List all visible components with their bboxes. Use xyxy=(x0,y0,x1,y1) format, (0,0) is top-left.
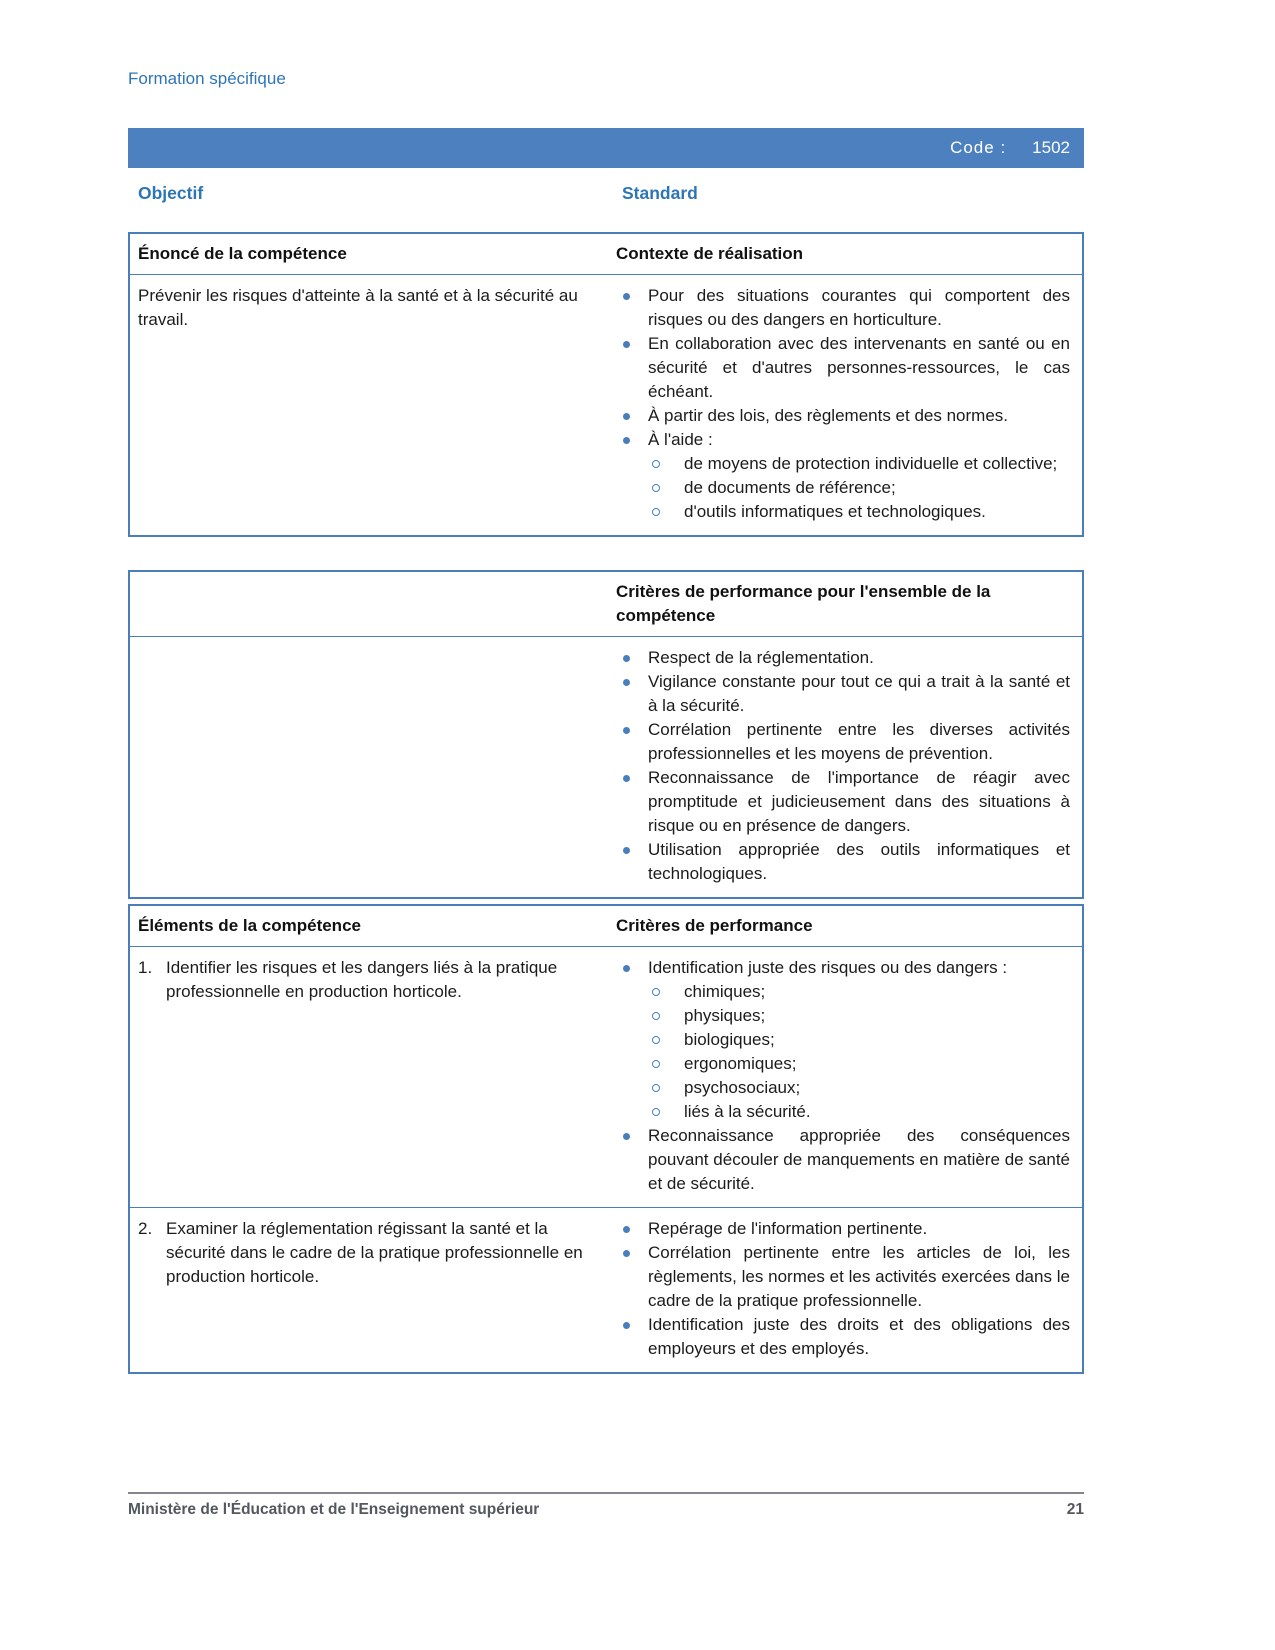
sub-bullet-text: de documents de référence; xyxy=(684,478,896,497)
sub-bullet-icon xyxy=(650,1052,684,1076)
table3-row-2 xyxy=(130,1207,1082,1372)
numbered-item xyxy=(138,956,600,1004)
bullet-item xyxy=(616,838,1070,886)
bullet-item xyxy=(616,284,1070,332)
bullet-item xyxy=(616,1241,1070,1313)
criteria-1-cell xyxy=(610,947,1082,1207)
bullet-item xyxy=(616,1313,1070,1361)
sub-bullet-text: psychosociaux; xyxy=(684,1078,801,1097)
table-elements-criteres xyxy=(128,904,1084,1374)
bullet-item xyxy=(616,956,1070,980)
code-label: Code : xyxy=(950,138,1007,157)
footer-ministry-text: Ministère de l'Éducation et de l'Enseignement supérieur xyxy=(128,1501,540,1518)
bullet-text: Respect de la réglementation. xyxy=(648,648,874,667)
bullet-icon xyxy=(616,284,648,332)
column-headings xyxy=(128,183,1084,204)
bullet-icon xyxy=(616,1313,648,1361)
objectif-heading: Objectif xyxy=(138,183,204,203)
bullet-item xyxy=(616,718,1070,766)
sub-bullet-item xyxy=(616,1100,1070,1124)
element-1-cell xyxy=(130,947,610,1207)
bullet-item xyxy=(616,404,1070,428)
bullet-icon xyxy=(616,670,648,718)
bullet-icon xyxy=(616,428,648,452)
table2-left-body-empty xyxy=(130,637,610,897)
sub-bullet-icon xyxy=(650,476,684,500)
bullet-item xyxy=(616,1217,1070,1241)
numbered-item xyxy=(138,1217,600,1289)
page-footer xyxy=(128,1492,1084,1519)
bullet-icon xyxy=(616,1217,648,1241)
bullet-item xyxy=(616,1124,1070,1196)
table1-right-body xyxy=(610,275,1082,535)
table1-left-body: Prévenir les risques d'atteinte à la santé et à la sécurité au travail. xyxy=(138,286,578,329)
item-number: 2. xyxy=(138,1219,153,1238)
bullet-text: Corrélation pertinente entre les articles de loi, les règlements, les normes et les activités exercées dans le cadre de la pratique professionnelle. xyxy=(648,1243,1070,1310)
standard-heading: Standard xyxy=(622,183,698,203)
sub-bullet-text: de moyens de protection individuelle et collective; xyxy=(684,454,1058,473)
sub-bullet-item xyxy=(616,1076,1070,1100)
item-text: Identifier les risques et les dangers liés à la pratique professionnelle en production horticole. xyxy=(166,958,558,1001)
table2-left-header-empty xyxy=(130,572,610,636)
bullet-text: Identification juste des droits et des obligations des employeurs et des employés. xyxy=(648,1315,1070,1358)
sub-bullet-icon xyxy=(650,1076,684,1100)
bullet-text: À partir des lois, des règlements et des normes. xyxy=(648,406,1008,425)
table1-body-row xyxy=(130,275,1082,535)
element-2-cell xyxy=(130,1208,610,1372)
bullet-icon xyxy=(616,332,648,404)
table-enonce-contexte xyxy=(128,232,1084,537)
sub-bullet-text: d'outils informatiques et technologiques. xyxy=(684,502,986,521)
table2-right-header: Critères de performance pour l'ensemble de la compétence xyxy=(616,582,991,625)
bullet-text: Corrélation pertinente entre les diverses activités professionnelles et les moyens de prévention. xyxy=(648,720,1070,763)
bullet-item xyxy=(616,332,1070,404)
bullet-text: Vigilance constante pour tout ce qui a trait à la santé et à la sécurité. xyxy=(648,672,1070,715)
sub-bullet-item xyxy=(616,1052,1070,1076)
table1-left-header: Énoncé de la compétence xyxy=(138,244,347,263)
bullet-icon xyxy=(616,956,648,980)
bullet-text: Pour des situations courantes qui comportent des risques ou des dangers en horticulture. xyxy=(648,286,1070,329)
bullet-text: Reconnaissance appropriée des conséquences pouvant découler de manquements en matière de santé et de sécurité. xyxy=(648,1126,1070,1193)
bullet-text: Utilisation appropriée des outils informatiques et technologiques. xyxy=(648,840,1070,883)
table3-header-row xyxy=(130,906,1082,947)
bullet-text: En collaboration avec des intervenants en santé ou en sécurité et d'autres personnes-ressources, le cas échéant. xyxy=(648,334,1070,401)
bullet-icon xyxy=(616,1241,648,1313)
table3-left-header: Éléments de la compétence xyxy=(138,916,361,935)
table2-right-body xyxy=(610,637,1082,897)
sub-bullet-item xyxy=(616,1028,1070,1052)
sub-bullet-icon xyxy=(650,500,684,524)
sub-bullet-icon xyxy=(650,1100,684,1124)
bullet-text: Identification juste des risques ou des dangers : xyxy=(648,958,1008,977)
sub-bullet-icon xyxy=(650,1004,684,1028)
code-value: 1502 xyxy=(1032,138,1070,157)
table2-header-row xyxy=(130,572,1082,637)
bullet-icon xyxy=(616,838,648,886)
sub-bullet-item xyxy=(616,452,1070,476)
bullet-item xyxy=(616,428,1070,452)
sub-bullet-text: liés à la sécurité. xyxy=(684,1102,811,1121)
bullet-icon xyxy=(616,404,648,428)
bullet-text: Repérage de l'information pertinente. xyxy=(648,1219,928,1238)
bullet-text: À l'aide : xyxy=(648,430,713,449)
table1-header-row xyxy=(130,234,1082,275)
sub-bullet-icon xyxy=(650,980,684,1004)
bullet-item xyxy=(616,646,1070,670)
section-label: Formation spécifique xyxy=(128,69,286,88)
criteria-2-cell xyxy=(610,1208,1082,1372)
table2-body-row xyxy=(130,637,1082,897)
sub-bullet-text: biologiques; xyxy=(684,1030,775,1049)
sub-bullet-text: ergonomiques; xyxy=(684,1054,797,1073)
sub-bullet-item xyxy=(616,476,1070,500)
sub-bullet-icon xyxy=(650,452,684,476)
table3-row-1 xyxy=(130,947,1082,1207)
bullet-icon xyxy=(616,766,648,838)
bullet-text: Reconnaissance de l'importance de réagir avec promptitude et judicieusement dans des situations à risque ou en présence de dangers. xyxy=(648,768,1070,835)
sub-bullet-icon xyxy=(650,1028,684,1052)
table-criteres-ensemble xyxy=(128,570,1084,899)
table3-right-header: Critères de performance xyxy=(616,916,813,935)
bullet-icon xyxy=(616,1124,648,1196)
code-bar xyxy=(128,128,1084,168)
bullet-item xyxy=(616,670,1070,718)
bullet-icon xyxy=(616,646,648,670)
sub-bullet-text: chimiques; xyxy=(684,982,766,1001)
sub-bullet-item xyxy=(616,500,1070,524)
sub-bullet-text: physiques; xyxy=(684,1006,766,1025)
bullet-icon xyxy=(616,718,648,766)
page-number: 21 xyxy=(1066,1501,1084,1518)
table1-right-header: Contexte de réalisation xyxy=(616,244,804,263)
sub-bullet-item xyxy=(616,980,1070,1004)
sub-bullet-item xyxy=(616,1004,1070,1028)
item-number: 1. xyxy=(138,958,153,977)
item-text: Examiner la réglementation régissant la santé et la sécurité dans le cadre de la pratique professionnelle en production horticole. xyxy=(166,1219,583,1286)
bullet-item xyxy=(616,766,1070,838)
